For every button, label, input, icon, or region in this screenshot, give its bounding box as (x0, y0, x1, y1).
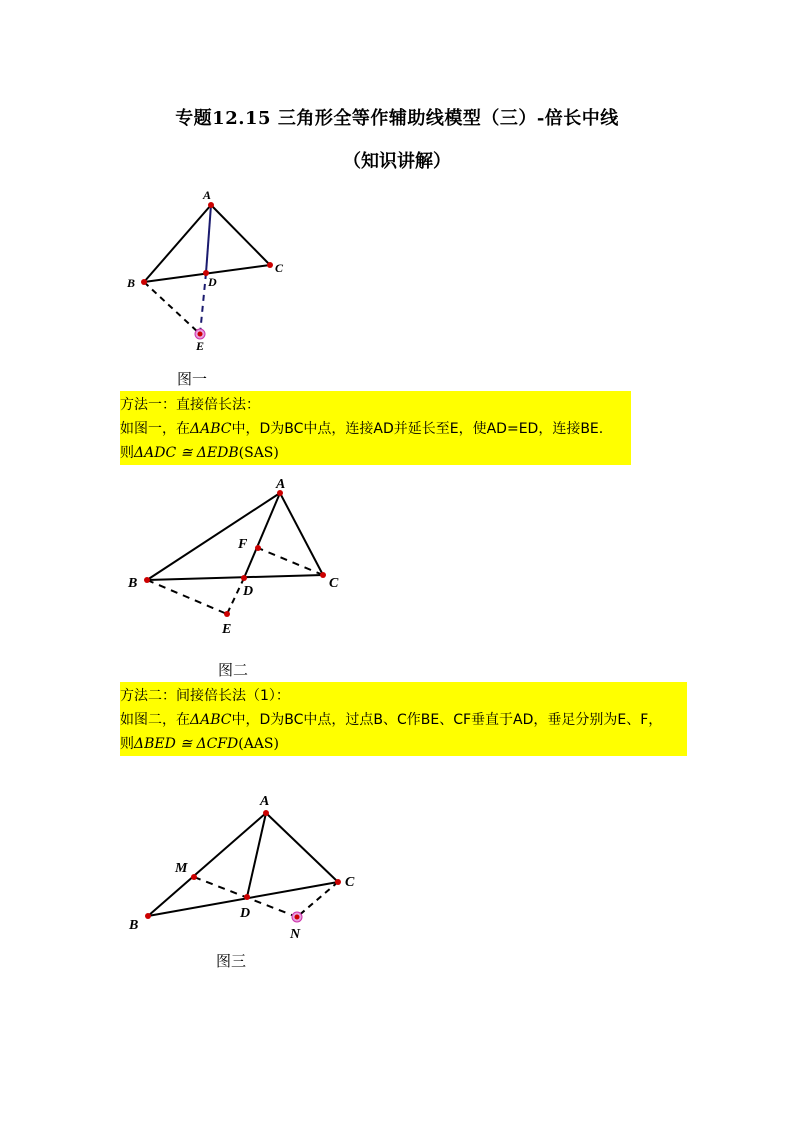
point-C (335, 879, 341, 885)
segment-AD (247, 813, 266, 897)
label-C: C (345, 875, 355, 890)
label-C: C (329, 576, 339, 591)
label-D: D (208, 275, 217, 289)
label-E: E (222, 622, 232, 637)
point-B (145, 913, 151, 919)
point-M (191, 874, 197, 880)
label-A: A (203, 188, 212, 202)
page-title: 专题12.15 三角形全等作辅助线模型（三）-倍长中线 (175, 108, 619, 129)
figure-1-caption: 图一 (177, 370, 208, 388)
method-2-statement: 如图二，在ΔABC中，D为BC中点，过点B、C作BE、CF垂直于AD，垂足分别为E、F， (120, 712, 663, 728)
label-N: N (290, 927, 301, 942)
label-M: M (175, 861, 188, 876)
method-1-conclusion: 则ΔADC ≅ ΔEDB(SAS) (120, 445, 279, 461)
figure-2-caption: 图二 (218, 661, 249, 679)
label-F: F (238, 537, 248, 552)
label-D: D (243, 584, 254, 599)
page-subtitle: （知识讲解） (343, 151, 451, 172)
segment-AB (148, 813, 266, 916)
point-D (244, 894, 250, 900)
method-2-conclusion: 则ΔBED ≅ ΔCFD(AAS) (120, 736, 279, 752)
label-E: E (196, 339, 205, 353)
label-A: A (276, 477, 286, 492)
label-D: D (240, 906, 251, 921)
figure-3-caption: 图三 (216, 952, 247, 970)
label-C: C (275, 261, 284, 275)
point-A (263, 810, 269, 816)
label-B: B (129, 918, 139, 933)
segment-AC (266, 813, 338, 882)
method-1-statement: 如图一，在ΔABC中，D为BC中点，连接AD并延长至E，使AD=ED，连接BE. (120, 421, 604, 437)
method-1-heading: 方法一：直接倍长法： (120, 397, 260, 413)
point-N (295, 915, 300, 920)
label-B: B (128, 576, 138, 591)
method-2-heading: 方法二：间接倍长法（1）： (120, 688, 290, 704)
label-B: B (127, 276, 136, 290)
label-A: A (260, 794, 270, 809)
